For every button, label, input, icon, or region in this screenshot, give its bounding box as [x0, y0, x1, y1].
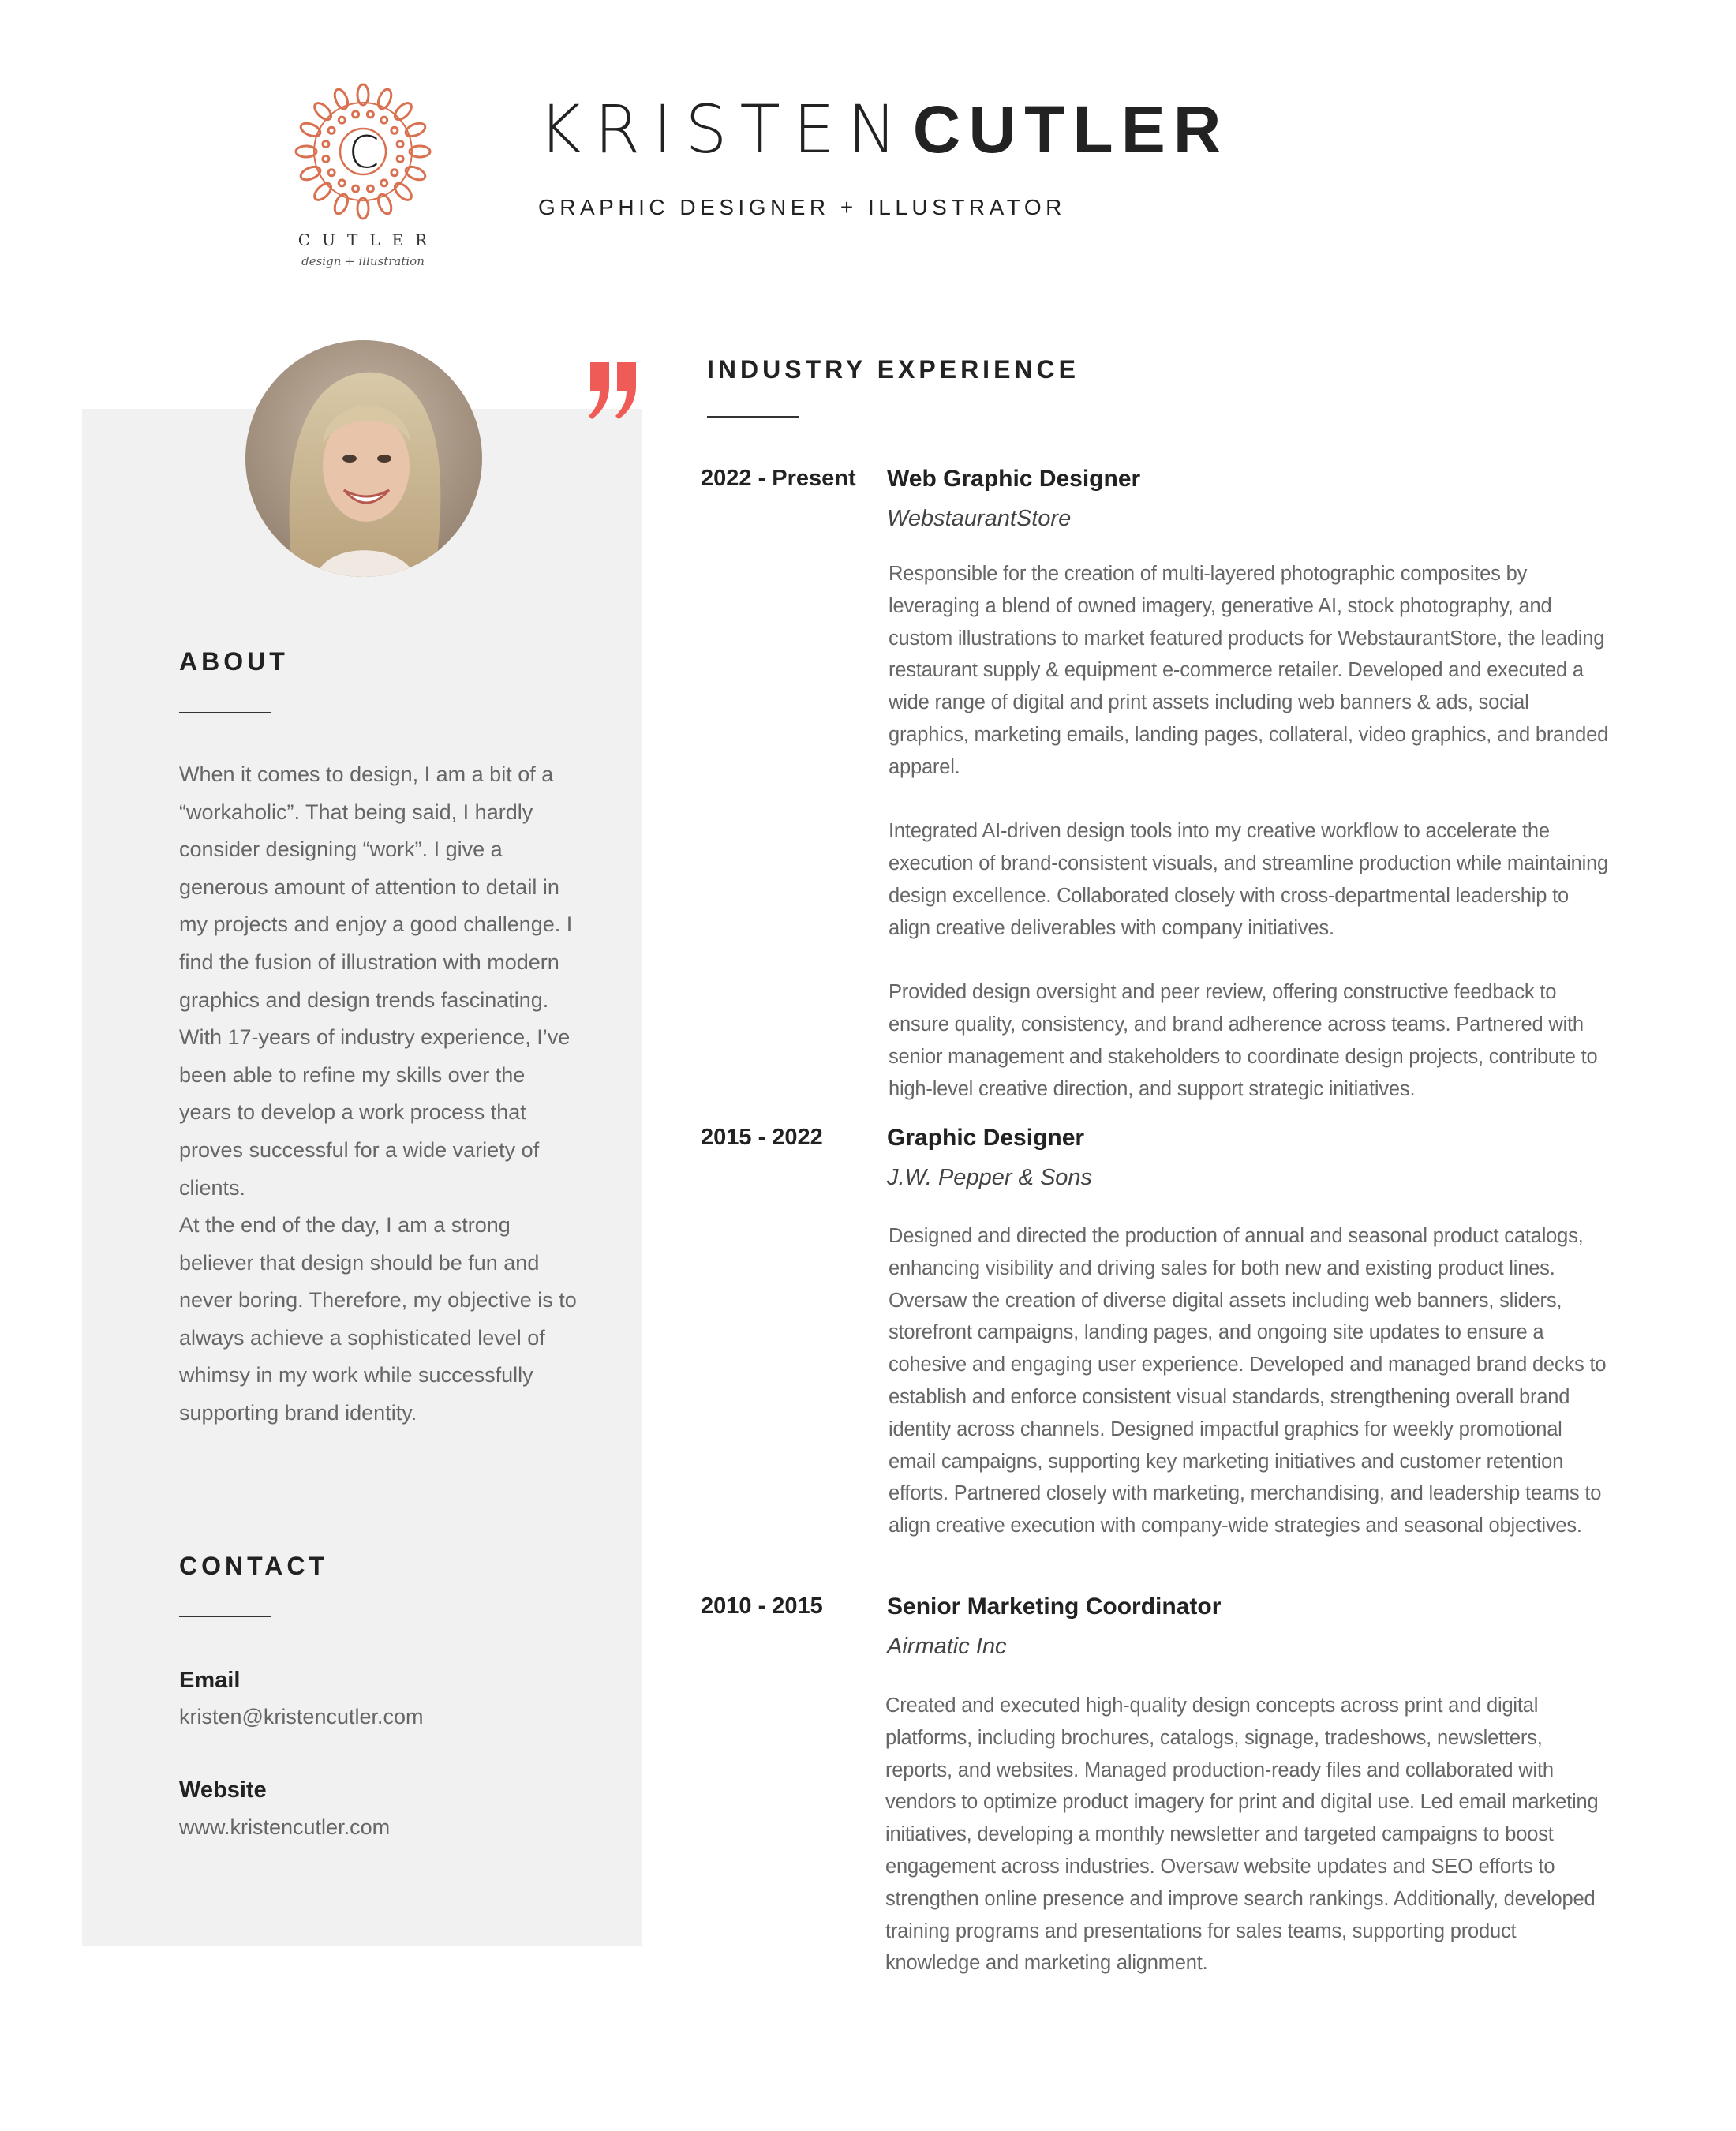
- job-description: [885, 1690, 1611, 1979]
- wreath-dot: [381, 180, 387, 186]
- wreath-dot: [397, 155, 403, 162]
- wreath-dot: [323, 141, 329, 148]
- job-dates: 2010 - 2015: [701, 1594, 823, 1619]
- wreath-leaf: [299, 121, 322, 139]
- website-label: Website: [179, 1777, 267, 1803]
- wreath-dot: [328, 127, 335, 133]
- profile-photo: [245, 340, 482, 577]
- job-title: Web Graphic Designer: [887, 466, 1141, 492]
- job-description: [889, 1220, 1614, 1542]
- wreath-dot: [353, 111, 359, 118]
- wreath-dot: [353, 185, 359, 192]
- job-company: Airmatic Inc: [887, 1634, 1007, 1659]
- wreath-dot: [397, 141, 403, 148]
- job-description: [889, 558, 1614, 1106]
- wreath-leaf: [392, 181, 414, 203]
- wreath-dot: [391, 127, 398, 133]
- wreath-dot: [328, 170, 335, 176]
- about-divider: [179, 712, 271, 713]
- website-link[interactable]: www.kristencutler.com: [179, 1815, 391, 1839]
- wreath-dot: [339, 117, 345, 123]
- about-paragraph: When it comes to design, I am a bit of a “workaholic”. That being said, I hardly consider designing “work”. I give a generous amount of attention to detail in my projects and enjoy a good challenge. I find the fusion of illustration with modern graphics and design trends fascinating. With 17-years of industry experience, I’ve been able to refine my skills over the years to develop a work process that proves successful for a wide variety of clients.: [179, 762, 573, 1200]
- wreath-leaf: [376, 193, 394, 215]
- quote-mark-icon: [587, 359, 641, 422]
- wreath-leaf: [332, 193, 350, 215]
- job-title: Graphic Designer: [887, 1125, 1085, 1151]
- wreath-leaf: [299, 164, 322, 182]
- wreath-dot: [391, 170, 398, 176]
- wreath-dot: [339, 180, 345, 186]
- job-description-paragraph: Provided design oversight and peer review, offering constructive feedback to ensure quality, consistency, and brand adherence across teams. Partnered with senior management and stakeholders to coordinate design projects, contribute to high-level creative direction, and support strategic initiatives.: [889, 981, 1598, 1100]
- wreath-leaf: [392, 100, 414, 122]
- wreath-leaf: [376, 88, 394, 110]
- wreath-leaf: [404, 121, 427, 139]
- job-company: J.W. Pepper & Sons: [887, 1165, 1093, 1190]
- job-company: WebstaurantStore: [887, 506, 1072, 531]
- wreath-dot: [367, 185, 373, 192]
- logo-monogram: C: [348, 127, 380, 178]
- about-paragraph: At the end of the day, I am a strong believer that design should be fun and never boring. Therefore, my objective is to always achieve a sophisticated level of whimsy in my work while successfully supporting brand identity.: [179, 1213, 577, 1425]
- contact-heading: CONTACT: [179, 1552, 329, 1580]
- contact-divider: [179, 1616, 271, 1617]
- full-name: [538, 91, 1229, 168]
- job-dates: 2015 - 2022: [701, 1125, 823, 1150]
- wreath-leaf: [312, 100, 334, 122]
- wreath-dot: [323, 155, 329, 162]
- experience-divider: [707, 416, 799, 418]
- wreath-leaf: [404, 164, 427, 182]
- job-title: Senior Marketing Coordinator: [887, 1594, 1222, 1620]
- email-link[interactable]: kristen@kristencutler.com: [179, 1705, 424, 1728]
- about-heading: ABOUT: [179, 647, 289, 676]
- wreath-dot: [381, 117, 387, 123]
- experience-heading: INDUSTRY EXPERIENCE: [707, 355, 1079, 384]
- job-dates: 2022 - Present: [701, 466, 856, 491]
- job-description-paragraph: Integrated AI-driven design tools into my creative workflow to accelerate the execution of brand-consistent visuals, and streamline production while maintaining design excellence. Collaborated closely with cross-departmental leadership to align creative deliverables with company initiatives.: [889, 820, 1609, 939]
- job-description-paragraph: Created and executed high-quality design concepts across print and digital platforms, including brochures, catalogs, signage, tradeshows, newsletters, reports, and websites. Managed production-ready files and collaborated with vendors to optimize product imagery for print and digital use. Led email marketing initiatives, developing a monthly newsletter and targeted campaigns to boost engagement across industries. Oversaw website updates and SEO efforts to strengthen online presence and improve search rankings. Additionally, developed training programs and presentations for sales teams, supporting product knowledge and marketing alignment.: [885, 1695, 1599, 1975]
- logo-subtitle: design + illustration: [301, 254, 425, 268]
- first-name: KRISTEN: [538, 91, 910, 168]
- last-name: CUTLER: [912, 92, 1229, 167]
- tagline: GRAPHIC DESIGNER + ILLUSTRATOR: [538, 195, 1066, 219]
- job-description-paragraph: Responsible for the creation of multi-layered photographic composites by leveraging a blend of owned imagery, generative AI, stock photography, and custom illustrations to market featured products for WebstaurantStore, the leading restaurant supply & equipment e-commerce retailer. Developed and executed a wide range of digital and print assets including web banners & ads, social graphics, marketing emails, landing pages, collateral, video graphics, and branded apparel.: [889, 563, 1609, 778]
- email-label: Email: [179, 1668, 241, 1693]
- wreath-leaf: [332, 88, 350, 110]
- logo-wordmark: CUTLER: [297, 230, 440, 249]
- wreath-dot: [367, 111, 373, 118]
- job-description-paragraph: Designed and directed the production of annual and seasonal product catalogs, enhancing visibility and driving sales for both new and existing product lines. Oversaw the creation of diverse digital assets including web banners, sliders, storefront campaigns, landing pages, and ongoing site updates to ensure a cohesive and engaging user experience. Developed and managed brand decks to establish and enforce consistent visual standards, strengthening overall brand identity across channels. Designed impactful graphics for weekly promotional email campaigns, supporting key marketing initiatives and customer retention efforts. Partnered closely with marketing, merchandising, and leadership teams to align creative execution with company-wide strategies and seasonal objectives.: [889, 1225, 1607, 1537]
- wreath-leaf: [312, 181, 334, 203]
